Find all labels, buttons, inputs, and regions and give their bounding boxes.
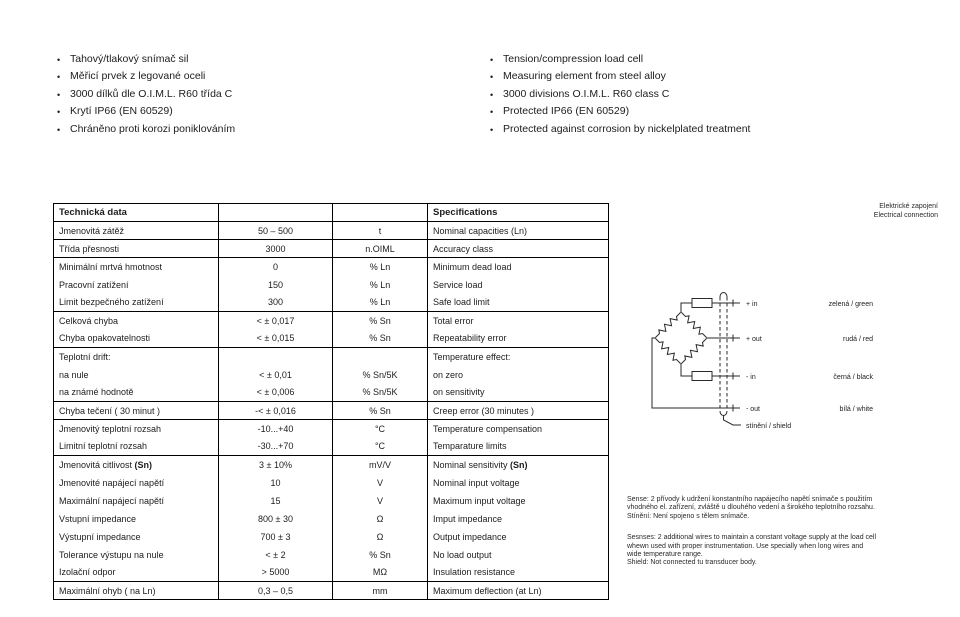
note-block-en [627,534,927,568]
bullet-item: • Tahový/tlakový snímač sil [56,51,235,68]
cell-label-en: Output impedance [428,528,609,546]
note-line: Sense: 2 přívody k udržení konstantního napájecího napětí snímače s použitím [627,496,873,503]
cell-unit: % Sn [333,330,428,348]
table-group [54,456,609,582]
cell-label-en: Temperature compensation [428,420,609,438]
cell-unit [333,348,428,366]
cell-label-en: Creep error (30 minutes ) [428,402,609,420]
cell-label-cz: Jmenovitá zátěž [54,222,219,240]
bullet-item: • Krytí IP66 (EN 60529) [56,103,235,120]
table-title-en: Specifications [428,204,609,222]
cell-value: -< ± 0,016 [219,402,333,420]
cell-unit: % Sn/5K [333,384,428,402]
cell-unit: % Ln [333,294,428,312]
note-line: vhodného el. zařízení, zvláště u dlouhého vedení a širokého teplotního rozsahu. [627,504,875,512]
table-group [54,402,609,420]
cell-label-cz: Celková chyba [54,312,219,330]
cell-value: 150 [219,276,333,294]
cell-value: < ± 0,017 [219,312,333,330]
bridge-resistor-icon [653,310,709,366]
table-row [54,564,609,582]
table-row [54,438,609,456]
cell-label-cz: Tolerance výstupu na nule [54,546,219,564]
note-line: whewn used with proper instrumentation. Use specially when long wires and [627,542,864,550]
cell-value [219,348,333,366]
diagram-title [874,203,938,220]
cell-unit: % Sn [333,402,428,420]
signal-label-minus-in: - in [746,374,756,381]
cell-value: < ± 2 [219,546,333,564]
table-group [54,420,609,456]
cell-value: 10 [219,474,333,492]
table-group [54,240,609,258]
bullet-item: • Protected against corrosion by nickelplated treatment [489,121,750,138]
cell-value: -10...+40 [219,420,333,438]
table-row [54,348,609,366]
table-row [54,402,609,420]
cell-value: 3000 [219,240,333,258]
cell-unit: % Ln [333,276,428,294]
cell-label-cz: Jmenovitá citlivost (Sn) [54,456,219,474]
cell-value: -30...+70 [219,438,333,456]
shield-lead [724,416,742,426]
note-line: wide temperature range. [627,551,703,559]
cell-label-cz: Limit bezpečného zatížení [54,294,219,312]
table-group [54,258,609,312]
cell-label-cz: Chyba tečení ( 30 minut ) [54,402,219,420]
cell-value: 800 ± 30 [219,510,333,528]
cell-label-en: Imput impedance [428,510,609,528]
table-row [54,366,609,384]
cell-label-cz: Jmenovité napájecí napětí [54,474,219,492]
cell-label-cz: Vstupní impedance [54,510,219,528]
signal-label-plus-out: + out [746,336,762,343]
table-row [54,492,609,510]
table-row [54,276,609,294]
cell-label-cz: Chyba opakovatelnosti [54,330,219,348]
cell-label-cz-bold: (Sn) [134,459,153,470]
cell-label-en: Service load [428,276,609,294]
cell-label-en: Temparature limits [428,438,609,456]
cell-value: 0,3 – 0,5 [219,582,333,600]
bullet-item: • Měřicí prvek z legované oceli [56,68,235,85]
cell-label-en: Temperature effect: [428,348,609,366]
table-row [54,384,609,402]
cell-value: < ± 0,01 [219,366,333,384]
cell-label-en-bold: (Sn) [510,459,528,470]
bullet-item: • Measuring element from steel alloy [489,68,750,85]
cell-unit: % Sn [333,312,428,330]
cell-label-en: Nominal capacities (Ln) [428,222,609,240]
table-header-value-col [219,204,333,222]
cell-value: 300 [219,294,333,312]
bullet-item: • Chráněno proti korozi poniklováním [56,121,235,138]
note-line: Sesnses: 2 additional wires to maintain a constant voltage supply at the load cell [627,534,877,542]
cell-label-cz: Izolační odpor [54,564,219,582]
cell-label-cz: Pracovní zatížení [54,276,219,294]
cell-unit: t [333,222,428,240]
cell-label-cz: Limitní teplotní rozsah [54,438,219,456]
cell-label-cz: Jmenovitý teplotní rozsah [54,420,219,438]
cell-unit: n.OIML [333,240,428,258]
cell-label-en: Minimum dead load [428,258,609,276]
cell-unit: °C [333,438,428,456]
notes [627,496,927,568]
cell-label-en: Accuracy class [428,240,609,258]
feature-list-cz [56,51,235,138]
table-row [54,258,609,276]
cell-label-cz: Maximální napájecí napětí [54,492,219,510]
cell-unit: mV/V [333,456,428,474]
bullet-item: • Tension/compression load cell [489,51,750,68]
cell-label-en: Total error [428,312,609,330]
balance-resistor-icon [692,372,712,381]
table-row [54,582,609,600]
bullet-item: • 3000 dílků dle O.I.M.L. R60 třída C [56,86,235,103]
cell-value: < ± 0,006 [219,384,333,402]
bullet-item: • 3000 divisions O.I.M.L. R60 class C [489,86,750,103]
cell-value: 3 ± 10% [219,456,333,474]
table-title-cz: Technická data [54,204,219,222]
shield-label: stínění / shield [746,423,792,430]
cell-label-cz: Výstupní impedance [54,528,219,546]
cell-label-en: No load output [428,546,609,564]
diagram-title-en: Electrical connection [873,211,938,219]
wire-color-red: rudá / red [843,336,873,343]
cell-unit: % Sn [333,546,428,564]
table-group [54,222,609,240]
table-row [54,222,609,240]
cell-value: > 5000 [219,564,333,582]
cell-value: 50 – 500 [219,222,333,240]
cell-label-cz: na známé hodnotě [54,384,219,402]
table-header-row [54,204,609,222]
table-row [54,546,609,564]
table-row [54,294,609,312]
cell-label-en: Nominal input voltage [428,474,609,492]
cell-value: < ± 0,015 [219,330,333,348]
table-group [54,348,609,402]
wiring-schematic [600,260,960,440]
table-row [54,312,609,330]
cell-unit: mm [333,582,428,600]
wire-color-green: zelená / green [828,301,873,308]
cell-label-cz: Třída přesnosti [54,240,219,258]
cell-label-cz: Minimální mrtvá hmotnost [54,258,219,276]
cell-unit: MΩ [333,564,428,582]
cell-label-en: Safe load limit [428,294,609,312]
note-line: Shield: Not connected tu transducer body. [627,559,757,567]
wire-color-black: černá / black [833,374,873,381]
signal-label-plus-in: + in [746,301,758,308]
cell-label-cz: Maximální ohyb ( na Ln) [54,582,219,600]
spec-table-header [54,204,609,222]
cell-unit: °C [333,420,428,438]
feature-list-en [489,51,750,138]
signal-label-minus-out: - out [746,406,761,413]
table-group [54,582,609,600]
cell-label-cz: na nule [54,366,219,384]
cell-label-en: Maximum deflection (at Ln) [428,582,609,600]
cell-label-en: on sensitivity [428,384,609,402]
table-row [54,330,609,348]
table-row [54,510,609,528]
cell-label-en: on zero [428,366,609,384]
table-row [54,528,609,546]
cell-unit: % Ln [333,258,428,276]
cell-unit: Ω [333,528,428,546]
cell-label-en: Insulation resistance [428,564,609,582]
table-row [54,420,609,438]
cell-value: 0 [219,258,333,276]
table-group [54,312,609,348]
table-header-unit-col [333,204,428,222]
table-row [54,456,609,474]
spec-table [53,203,609,600]
cell-label-en: Maximum input voltage [428,492,609,510]
cell-unit: V [333,474,428,492]
cell-unit: % Sn/5K [333,366,428,384]
cell-unit: Ω [333,510,428,528]
cell-unit: V [333,492,428,510]
cable-shield-icon [720,293,741,426]
diagram-title-cz: Elektrické zapojení [879,203,938,210]
note-block-cz [627,496,927,521]
balance-resistor-icon [692,299,712,308]
wire-color-white: bílá / white [839,406,873,413]
cell-label-cz: Teplotní drift: [54,348,219,366]
cell-label-en: Repeatability error [428,330,609,348]
cell-value: 700 ± 3 [219,528,333,546]
table-row [54,240,609,258]
cell-label-en: Nominal sensitivity (Sn) [428,456,609,474]
cell-value: 15 [219,492,333,510]
table-row [54,474,609,492]
bullet-item: • Protected IP66 (EN 60529) [489,103,750,120]
note-line: Stínění: Není spojeno s tělem snímače. [627,512,750,520]
